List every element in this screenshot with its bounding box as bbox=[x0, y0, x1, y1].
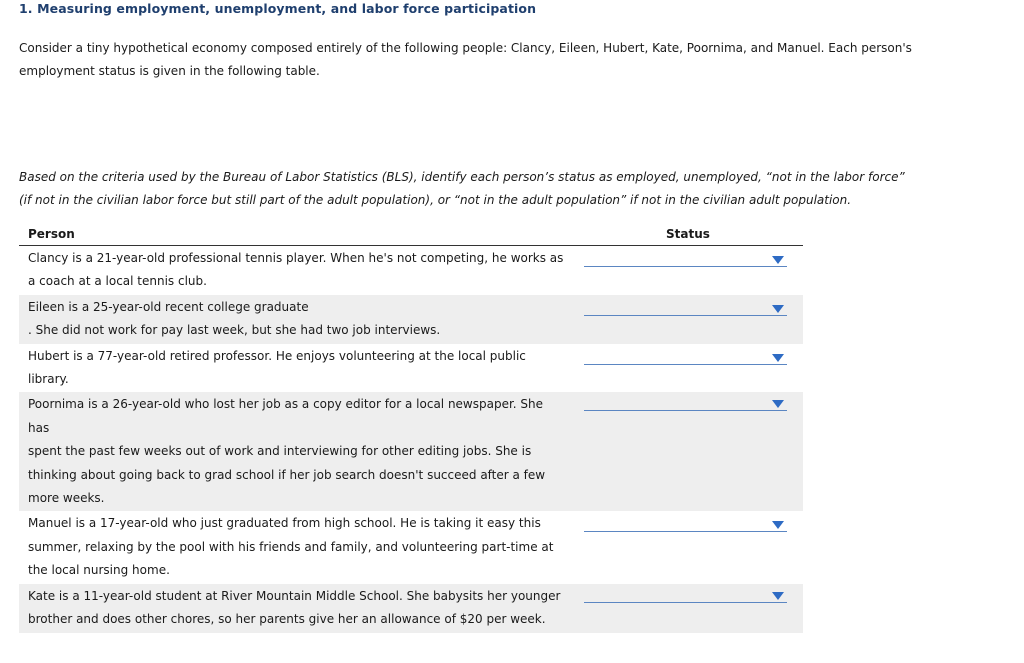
description-line: brother and does other chores, so her parents give her an allowance of $20 per week. bbox=[28, 612, 546, 627]
description-line: spent the past few weeks out of work and interviewing for other editing jobs. She is bbox=[28, 444, 532, 459]
instructions-text: Based on the criteria used by the Bureau of Labor Statistics (BLS), identify each person’s status as employed, unemployed, “not in the labor force” (if not in the civilian labor force but still part of the adult population), or “not in the adult population” if not in the civilian adult population. bbox=[19, 170, 905, 207]
triangle-down-icon[interactable] bbox=[772, 400, 784, 408]
description-line: . She did not work for pay last week, but she had two job interviews. bbox=[28, 323, 441, 338]
table-row-eileen bbox=[19, 295, 803, 344]
person-description bbox=[19, 392, 568, 511]
triangle-down-icon[interactable] bbox=[772, 521, 784, 529]
person-description bbox=[19, 584, 568, 633]
table-row-hubert bbox=[19, 344, 803, 393]
status-dropdown-manuel[interactable] bbox=[584, 519, 787, 532]
status-dropdown-kate[interactable] bbox=[584, 590, 787, 603]
status-column-header: Status bbox=[666, 227, 710, 241]
table-row-manuel bbox=[19, 511, 803, 583]
person-description bbox=[19, 511, 568, 583]
triangle-down-icon[interactable] bbox=[772, 305, 784, 313]
status-dropdown-poornima[interactable] bbox=[584, 398, 787, 411]
description-line: the local nursing home. bbox=[28, 563, 170, 578]
description-line: Poornima is a 26-year-old who lost her job as a copy editor for a local newspaper. She has bbox=[28, 397, 544, 435]
description-line: Clancy is a 21-year-old professional tennis player. When he's not competing, he works as bbox=[28, 251, 564, 265]
description-line: thinking about going back to grad school if her job search doesn't succeed after a few bbox=[28, 467, 546, 482]
description-line: more weeks. bbox=[28, 491, 105, 506]
person-column-header: Person bbox=[28, 227, 75, 241]
triangle-down-icon[interactable] bbox=[772, 354, 784, 362]
table-row-poornima bbox=[19, 392, 803, 511]
status-dropdown-eileen[interactable] bbox=[584, 303, 787, 316]
person-description bbox=[19, 295, 568, 344]
description-line: summer, relaxing by the pool with his friends and family, and volunteering part-time at bbox=[28, 539, 554, 554]
triangle-down-icon[interactable] bbox=[772, 256, 784, 264]
status-dropdown-hubert[interactable] bbox=[584, 352, 787, 365]
person-description bbox=[19, 344, 568, 393]
description-line: Kate is a 11-year-old student at River Mountain Middle School. She babysits her younger bbox=[28, 588, 561, 603]
description-line: Eileen is a 25-year-old recent college graduate bbox=[28, 299, 309, 314]
table-header bbox=[19, 224, 803, 246]
description-line: Hubert is a 77-year-old retired professor. He enjoys volunteering at the local public library. bbox=[28, 348, 526, 387]
status-table bbox=[19, 224, 803, 633]
table-row-kate bbox=[19, 584, 803, 633]
description-line: Manuel is a 17-year-old who just graduated from high school. He is taking it easy this bbox=[28, 516, 541, 531]
question-title: 1. Measuring employment, unemployment, and labor force participation bbox=[19, 1, 537, 16]
person-description bbox=[19, 246, 568, 295]
status-dropdown-clancy[interactable] bbox=[584, 254, 787, 267]
intro-text: Consider a tiny hypothetical economy composed entirely of the following people: Clancy, Eileen, Hubert, Kate, Poornima, and Manuel. Each person's employment status is given in the following table. bbox=[19, 41, 912, 78]
table-row-clancy bbox=[19, 246, 803, 295]
description-line: a coach at a local tennis club. bbox=[28, 274, 207, 289]
triangle-down-icon[interactable] bbox=[772, 592, 784, 600]
